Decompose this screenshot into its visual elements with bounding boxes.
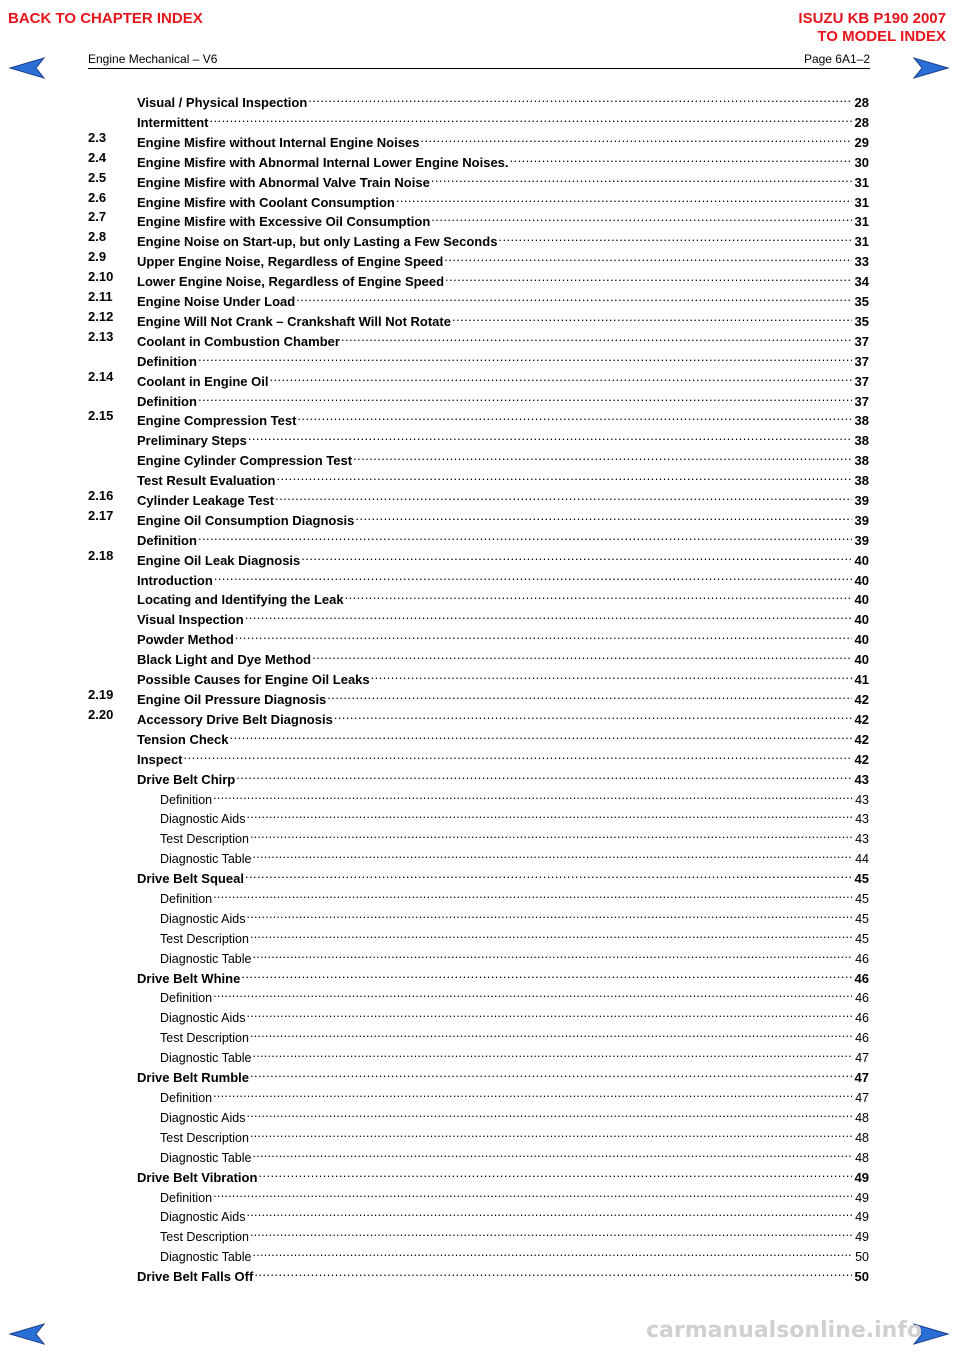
toc-entry-page: 43 bbox=[854, 772, 869, 787]
toc-entry-title: Diagnostic Aids bbox=[160, 1210, 246, 1224]
toc-entry-page: 48 bbox=[855, 1151, 869, 1165]
toc-entry[interactable] bbox=[88, 407, 869, 428]
toc-dot-leader bbox=[452, 308, 852, 326]
toc-dot-leader bbox=[214, 567, 852, 585]
toc-dot-leader bbox=[250, 1124, 852, 1142]
toc-dot-leader bbox=[210, 109, 852, 127]
toc-entry-title: Possible Causes for Engine Oil Leaks bbox=[137, 672, 370, 687]
toc-entry-title: Black Light and Dye Method bbox=[137, 652, 312, 667]
toc-entry[interactable] bbox=[137, 865, 869, 886]
toc-entry-page: 42 bbox=[854, 732, 869, 747]
toc-dot-leader bbox=[184, 746, 852, 764]
toc-entry-title: Diagnostic Aids bbox=[160, 912, 246, 926]
toc-entry-title: Engine Compression Test bbox=[137, 413, 297, 428]
toc-entry[interactable] bbox=[88, 328, 869, 349]
toc-entry[interactable] bbox=[88, 686, 869, 707]
toc-dot-leader bbox=[355, 507, 851, 525]
toc-entry-page: 40 bbox=[854, 612, 869, 627]
toc-entry-title: Engine Noise Under Load bbox=[137, 294, 296, 309]
toc-entry-number: 2.5 bbox=[88, 170, 107, 185]
toc-entry[interactable] bbox=[88, 706, 869, 727]
toc-entry-number: 2.13 bbox=[88, 329, 114, 344]
toc-entry[interactable] bbox=[137, 89, 869, 110]
model-title: ISUZU KB P190 2007 bbox=[798, 10, 946, 27]
toc-entry[interactable] bbox=[137, 1064, 869, 1085]
toc-entry[interactable] bbox=[88, 268, 869, 289]
toc-entry[interactable] bbox=[160, 805, 869, 826]
toc-dot-leader bbox=[248, 427, 852, 445]
toc-dot-leader bbox=[297, 407, 851, 425]
toc-entry[interactable] bbox=[160, 1223, 869, 1244]
toc-entry-page: 37 bbox=[854, 354, 869, 369]
toc-entry[interactable] bbox=[137, 348, 869, 369]
toc-entry-page: 46 bbox=[855, 1031, 869, 1045]
toc-dot-leader bbox=[236, 766, 851, 784]
toc-entry-title: Powder Method bbox=[137, 632, 234, 647]
toc-entry-title: Cylinder Leakage Test bbox=[137, 493, 275, 508]
toc-entry-number: 2.8 bbox=[88, 229, 107, 244]
toc-entry-title: Definition bbox=[160, 1191, 213, 1205]
toc-entry-title: Locating and Identifying the Leak bbox=[137, 592, 344, 607]
toc-entry-title: Coolant in Engine Oil bbox=[137, 374, 269, 389]
toc-entry-title: Upper Engine Noise, Regardless of Engine Speed bbox=[137, 254, 444, 269]
toc-entry-title: Intermittent bbox=[137, 115, 209, 130]
toc-entry[interactable] bbox=[88, 189, 869, 210]
toc-entry[interactable] bbox=[160, 1024, 869, 1045]
toc-entry-page: 37 bbox=[854, 394, 869, 409]
toc-entry-title: Engine Misfire with Abnormal Internal Lower Engine Noises. bbox=[137, 155, 509, 170]
toc-entry-number: 2.7 bbox=[88, 209, 107, 224]
toc-entry-title: Drive Belt Rumble bbox=[137, 1070, 249, 1085]
toc-entry[interactable] bbox=[160, 786, 869, 807]
toc-entry-title: Engine Oil Pressure Diagnosis bbox=[137, 692, 327, 707]
toc-entry-page: 47 bbox=[855, 1051, 869, 1065]
toc-entry[interactable] bbox=[160, 905, 869, 926]
toc-entry-title: Diagnostic Aids bbox=[160, 1011, 246, 1025]
toc-entry-title: Engine Noise on Start-up, but only Lasting a Few Seconds bbox=[137, 234, 498, 249]
toc-entry-title: Diagnostic Table bbox=[160, 1151, 252, 1165]
toc-entry[interactable] bbox=[160, 1144, 869, 1165]
toc-dot-leader bbox=[296, 288, 851, 306]
toc-entry-page: 47 bbox=[854, 1070, 869, 1085]
toc-entry-number: 2.3 bbox=[88, 130, 107, 145]
toc-entry-page: 40 bbox=[854, 592, 869, 607]
toc-entry-number: 2.12 bbox=[88, 309, 114, 324]
toc-dot-leader bbox=[213, 885, 852, 903]
toc-entry-page: 41 bbox=[854, 672, 869, 687]
toc-entry-page: 50 bbox=[854, 1269, 869, 1284]
toc-entry-page: 39 bbox=[854, 513, 869, 528]
toc-entry[interactable] bbox=[160, 945, 869, 966]
toc-dot-leader bbox=[253, 1144, 853, 1162]
back-to-chapter-index-link[interactable]: BACK TO CHAPTER INDEX bbox=[8, 10, 203, 27]
toc-entry[interactable] bbox=[160, 885, 869, 906]
toc-dot-leader bbox=[301, 547, 851, 565]
toc-entry-page: 46 bbox=[854, 971, 869, 986]
toc-dot-leader bbox=[246, 1004, 852, 1022]
toc-dot-leader bbox=[253, 945, 853, 963]
toc-entry-title: Diagnostic Table bbox=[160, 952, 252, 966]
toc-dot-leader bbox=[230, 726, 852, 744]
toc-entry-title: Lower Engine Noise, Regardless of Engine Speed bbox=[137, 274, 445, 289]
toc-entry-title: Engine Misfire with Coolant Consumption bbox=[137, 195, 395, 210]
toc-entry-number: 2.20 bbox=[88, 707, 114, 722]
toc-dot-leader bbox=[327, 686, 851, 704]
toc-entry-page: 45 bbox=[855, 912, 869, 926]
toc-entry-page: 49 bbox=[855, 1230, 869, 1244]
toc-dot-leader bbox=[245, 865, 852, 883]
toc-entry-page: 39 bbox=[854, 533, 869, 548]
toc-dot-leader bbox=[276, 467, 851, 485]
toc-entry-title: Test Description bbox=[160, 1230, 249, 1244]
toc-entry-title: Test Result Evaluation bbox=[137, 473, 276, 488]
toc-entry-page: 46 bbox=[855, 991, 869, 1005]
toc-entry[interactable] bbox=[88, 487, 869, 508]
toc-entry[interactable] bbox=[137, 606, 869, 627]
toc-entry-number: 2.14 bbox=[88, 369, 114, 384]
model-index-link[interactable]: TO MODEL INDEX bbox=[817, 28, 946, 45]
toc-entry-page: 28 bbox=[854, 115, 869, 130]
toc-entry-title: Definition bbox=[137, 533, 197, 548]
toc-entry-title: Introduction bbox=[137, 573, 213, 588]
toc-dot-leader bbox=[198, 388, 852, 406]
toc-entry-title: Diagnostic Table bbox=[160, 852, 252, 866]
toc-dot-leader bbox=[269, 368, 851, 386]
toc-entry[interactable] bbox=[88, 288, 869, 309]
toc-entry[interactable] bbox=[88, 228, 869, 249]
toc-entry-page: 46 bbox=[855, 1011, 869, 1025]
toc-entry-number: 2.11 bbox=[88, 289, 113, 304]
toc-entry-title: Definition bbox=[137, 354, 197, 369]
toc-dot-leader bbox=[246, 805, 852, 823]
toc-dot-leader bbox=[198, 527, 852, 545]
toc-entry-page: 47 bbox=[855, 1091, 869, 1105]
toc-entry-page: 40 bbox=[854, 573, 869, 588]
toc-entry-title: Definition bbox=[160, 1091, 213, 1105]
toc-entry-title: Drive Belt Falls Off bbox=[137, 1269, 254, 1284]
toc-entry-page: 40 bbox=[854, 553, 869, 568]
toc-entry-title: Drive Belt Whine bbox=[137, 971, 241, 986]
toc-entry[interactable] bbox=[88, 169, 869, 190]
toc-dot-leader bbox=[213, 984, 852, 1002]
toc-entry-title: Diagnostic Table bbox=[160, 1051, 252, 1065]
toc-entry-page: 49 bbox=[854, 1170, 869, 1185]
toc-entry-title: Tension Check bbox=[137, 732, 229, 747]
toc-entry[interactable] bbox=[160, 845, 869, 866]
toc-entry-title: Definition bbox=[137, 394, 197, 409]
toc-entry[interactable] bbox=[137, 447, 869, 468]
toc-entry-page: 39 bbox=[854, 493, 869, 508]
toc-dot-leader bbox=[445, 268, 852, 286]
toc-entry-page: 33 bbox=[854, 254, 869, 269]
toc-entry[interactable] bbox=[160, 1184, 869, 1205]
toc-entry-page: 50 bbox=[855, 1250, 869, 1264]
toc-dot-leader bbox=[253, 1044, 853, 1062]
toc-entry-number: 2.17 bbox=[88, 508, 114, 523]
toc-entry-page: 31 bbox=[854, 234, 869, 249]
toc-entry-number: 2.18 bbox=[88, 548, 114, 563]
toc-entry[interactable] bbox=[88, 368, 869, 389]
toc-entry-page: 43 bbox=[855, 812, 869, 826]
toc-entry-page: 45 bbox=[855, 932, 869, 946]
toc-entry[interactable] bbox=[137, 388, 869, 409]
toc-dot-leader bbox=[420, 129, 851, 147]
toc-entry[interactable] bbox=[137, 726, 869, 747]
toc-entry-title: Visual / Physical Inspection bbox=[137, 95, 308, 110]
toc-entry-page: 40 bbox=[854, 652, 869, 667]
toc-entry-title: Definition bbox=[160, 793, 213, 807]
toc-entry-page: 30 bbox=[854, 155, 869, 170]
toc-entry[interactable] bbox=[137, 666, 869, 687]
toc-entry[interactable] bbox=[88, 547, 869, 568]
toc-entry-title: Drive Belt Squeal bbox=[137, 871, 244, 886]
toc-entry[interactable] bbox=[137, 746, 869, 767]
toc-entry-page: 40 bbox=[854, 632, 869, 647]
toc-dot-leader bbox=[198, 348, 852, 366]
toc-entry-page: 42 bbox=[854, 752, 869, 767]
toc-dot-leader bbox=[241, 965, 851, 983]
toc-entry-page: 38 bbox=[854, 433, 869, 448]
toc-entry-title: Visual Inspection bbox=[137, 612, 244, 627]
toc-entry-page: 48 bbox=[855, 1111, 869, 1125]
toc-entry[interactable] bbox=[88, 208, 869, 229]
toc-entry-number: 2.16 bbox=[88, 488, 114, 503]
toc-dot-leader bbox=[431, 208, 851, 226]
toc-entry-page: 49 bbox=[855, 1191, 869, 1205]
toc-entry-title: Diagnostic Table bbox=[160, 1250, 252, 1264]
toc-entry-title: Engine Oil Leak Diagnosis bbox=[137, 553, 301, 568]
toc-entry-page: 38 bbox=[854, 473, 869, 488]
toc-dot-leader bbox=[213, 786, 852, 804]
toc-dot-leader bbox=[431, 169, 852, 187]
toc-dot-leader bbox=[235, 626, 852, 644]
toc-entry[interactable] bbox=[137, 766, 869, 787]
toc-dot-leader bbox=[258, 1164, 851, 1182]
header-page-number: Page 6A1–2 bbox=[803, 52, 870, 66]
toc-dot-leader bbox=[213, 1184, 852, 1202]
toc-entry[interactable] bbox=[160, 1243, 869, 1264]
toc-entry[interactable] bbox=[88, 248, 869, 269]
toc-entry-title: Engine Oil Consumption Diagnosis bbox=[137, 513, 355, 528]
toc-dot-leader bbox=[245, 606, 852, 624]
toc-entry-title: Diagnostic Aids bbox=[160, 812, 246, 826]
toc-entry[interactable] bbox=[88, 308, 869, 329]
toc-dot-leader bbox=[254, 1263, 851, 1281]
toc-entry-page: 48 bbox=[855, 1131, 869, 1145]
toc-entry[interactable] bbox=[160, 1124, 869, 1145]
page-header bbox=[88, 52, 870, 69]
toc-entry-title: Preliminary Steps bbox=[137, 433, 247, 448]
toc-entry[interactable] bbox=[160, 825, 869, 846]
toc-dot-leader bbox=[246, 905, 852, 923]
toc-entry-title: Test Description bbox=[160, 1031, 249, 1045]
toc-entry[interactable] bbox=[160, 1004, 869, 1025]
model-index-block bbox=[798, 10, 946, 46]
toc-entry-page: 35 bbox=[854, 314, 869, 329]
toc-entry-page: 42 bbox=[854, 712, 869, 727]
toc-entry[interactable] bbox=[137, 1164, 869, 1185]
toc-dot-leader bbox=[250, 825, 852, 843]
arrow-left-icon[interactable] bbox=[8, 1322, 46, 1346]
toc-entry-number: 2.9 bbox=[88, 249, 107, 264]
toc-dot-leader bbox=[250, 925, 852, 943]
toc-entry-page: 43 bbox=[855, 793, 869, 807]
toc-entry-title: Engine Misfire with Abnormal Valve Train Noise bbox=[137, 175, 430, 190]
toc-dot-leader bbox=[250, 1223, 852, 1241]
toc-entry[interactable] bbox=[137, 467, 869, 488]
toc-entry-page: 43 bbox=[855, 832, 869, 846]
toc-dot-leader bbox=[353, 447, 852, 465]
toc-dot-leader bbox=[371, 666, 852, 684]
toc-entry-number: 2.6 bbox=[88, 190, 107, 205]
toc-entry[interactable] bbox=[88, 129, 869, 150]
toc-dot-leader bbox=[250, 1024, 852, 1042]
toc-dot-leader bbox=[275, 487, 851, 505]
toc-entry-page: 31 bbox=[854, 175, 869, 190]
toc-entry[interactable] bbox=[137, 527, 869, 548]
toc-entry[interactable] bbox=[137, 1263, 869, 1284]
toc-entry-title: Coolant in Combustion Chamber bbox=[137, 334, 340, 349]
toc-entry-page: 38 bbox=[854, 413, 869, 428]
toc-entry-number: 2.15 bbox=[88, 408, 114, 423]
toc-entry[interactable] bbox=[160, 1044, 869, 1065]
toc-entry-title: Drive Belt Chirp bbox=[137, 772, 236, 787]
toc-entry[interactable] bbox=[137, 586, 869, 607]
toc-dot-leader bbox=[308, 89, 851, 107]
toc-entry-page: 49 bbox=[855, 1210, 869, 1224]
toc-dot-leader bbox=[510, 149, 852, 167]
toc-entry-title: Diagnostic Aids bbox=[160, 1111, 246, 1125]
toc-entry[interactable] bbox=[160, 1203, 869, 1224]
toc-entry-title: Definition bbox=[160, 991, 213, 1005]
toc-entry[interactable] bbox=[160, 984, 869, 1005]
toc-dot-leader bbox=[396, 189, 852, 207]
toc-entry-page: 42 bbox=[854, 692, 869, 707]
toc-entry-title: Test Description bbox=[160, 932, 249, 946]
toc-entry-number: 2.19 bbox=[88, 687, 114, 702]
toc-entry[interactable] bbox=[137, 567, 869, 588]
header-section-title: Engine Mechanical – V6 bbox=[88, 52, 218, 66]
toc-entry[interactable] bbox=[137, 626, 869, 647]
toc-entry-page: 46 bbox=[855, 952, 869, 966]
toc-entry-page: 29 bbox=[854, 135, 869, 150]
toc-entry-number: 2.10 bbox=[88, 269, 114, 284]
toc-entry-title: Engine Will Not Crank – Crankshaft Will Not Rotate bbox=[137, 314, 451, 329]
toc-entry[interactable] bbox=[88, 149, 869, 170]
toc-dot-leader bbox=[498, 228, 851, 246]
watermark: carmanualsonline.info bbox=[646, 1318, 922, 1343]
toc-entry[interactable] bbox=[88, 507, 869, 528]
toc-entry-title: Test Description bbox=[160, 832, 249, 846]
toc-dot-leader bbox=[246, 1203, 852, 1221]
toc-dot-leader bbox=[246, 1104, 852, 1122]
toc-entry-page: 28 bbox=[854, 95, 869, 110]
toc-entry-page: 31 bbox=[854, 195, 869, 210]
toc-entry[interactable] bbox=[160, 1084, 869, 1105]
toc-entry-title: Inspect bbox=[137, 752, 183, 767]
toc-dot-leader bbox=[250, 1064, 852, 1082]
toc-entry-page: 31 bbox=[854, 214, 869, 229]
toc-entry[interactable] bbox=[160, 925, 869, 946]
toc-dot-leader bbox=[213, 1084, 852, 1102]
toc-entry-page: 45 bbox=[854, 871, 869, 886]
toc-entry-page: 44 bbox=[855, 852, 869, 866]
toc-entry-page: 37 bbox=[854, 374, 869, 389]
toc-entry-title: Drive Belt Vibration bbox=[137, 1170, 258, 1185]
toc-dot-leader bbox=[345, 586, 852, 604]
toc-entry-title: Test Description bbox=[160, 1131, 249, 1145]
toc-entry-page: 45 bbox=[855, 892, 869, 906]
toc-entry[interactable] bbox=[160, 1104, 869, 1125]
toc-entry[interactable] bbox=[137, 427, 869, 448]
toc-entry-title: Engine Misfire without Internal Engine Noises bbox=[137, 135, 420, 150]
toc-entry-page: 37 bbox=[854, 334, 869, 349]
toc-entry-title: Engine Misfire with Excessive Oil Consumption bbox=[137, 214, 431, 229]
arrow-right-icon[interactable] bbox=[912, 56, 950, 80]
toc-dot-leader bbox=[444, 248, 851, 266]
toc-dot-leader bbox=[312, 646, 851, 664]
toc-entry-page: 34 bbox=[854, 274, 869, 289]
toc-dot-leader bbox=[334, 706, 852, 724]
toc-entry[interactable] bbox=[137, 109, 869, 130]
toc-entry-title: Definition bbox=[160, 892, 213, 906]
toc-entry[interactable] bbox=[137, 646, 869, 667]
toc-entry-page: 35 bbox=[854, 294, 869, 309]
toc-entry-title: Accessory Drive Belt Diagnosis bbox=[137, 712, 333, 727]
arrow-left-icon[interactable] bbox=[8, 56, 46, 80]
toc-entry-title: Engine Cylinder Compression Test bbox=[137, 453, 353, 468]
toc-dot-leader bbox=[253, 1243, 853, 1261]
toc-dot-leader bbox=[341, 328, 852, 346]
toc-entry-number: 2.4 bbox=[88, 150, 107, 165]
toc-entry[interactable] bbox=[137, 965, 869, 986]
toc-entry-page: 38 bbox=[854, 453, 869, 468]
toc-dot-leader bbox=[253, 845, 853, 863]
